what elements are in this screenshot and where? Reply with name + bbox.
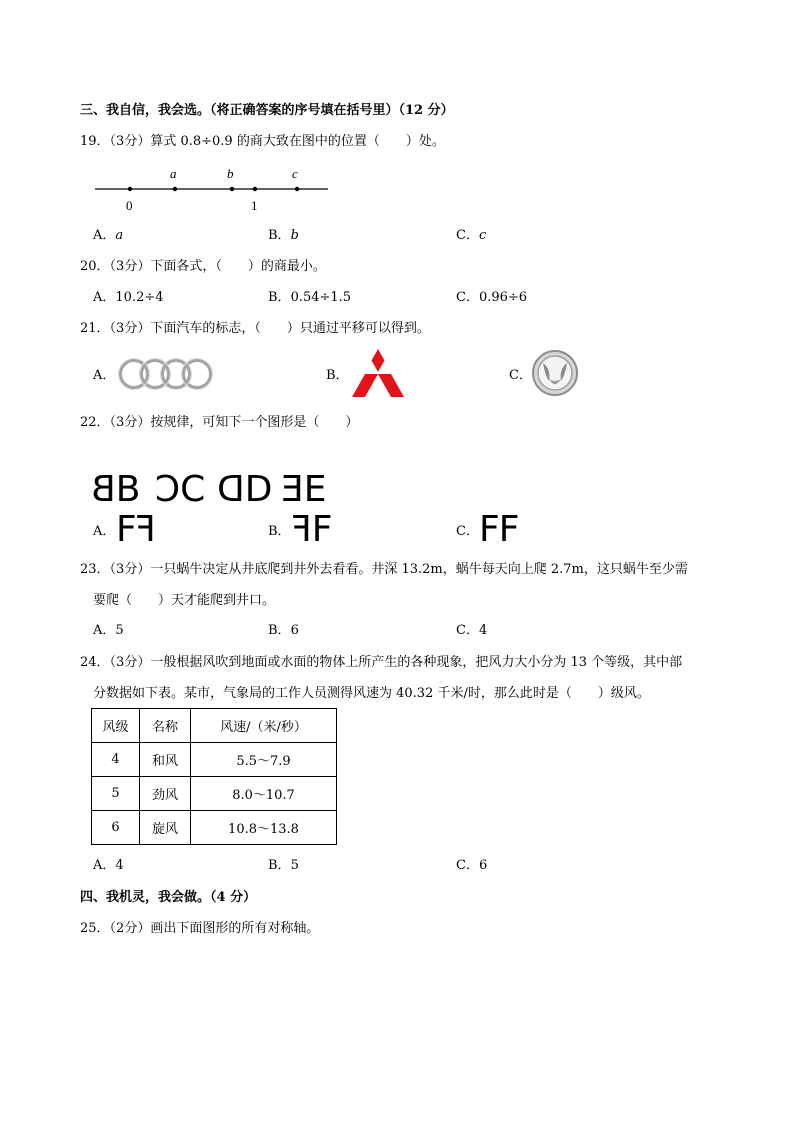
q21-option-c-label[interactable]: C．	[509, 368, 532, 383]
q22-option-b-figure[interactable]: FF	[292, 509, 332, 550]
table-cell: 4	[92, 743, 140, 777]
label-b: b	[227, 166, 234, 181]
q23-option-b[interactable]: B．6	[268, 623, 299, 638]
table-cell: 5	[92, 777, 140, 811]
number-line	[92, 162, 332, 214]
table-cell: 劲风	[140, 777, 191, 811]
question-25-text: 25．（2分）画出下面图形的所有对称轴。	[80, 921, 320, 936]
section-4-title: 四、我机灵，我会做。（4 分）	[80, 890, 257, 905]
q24-option-c[interactable]: C．6	[456, 858, 488, 873]
table-header-row	[92, 709, 337, 743]
q19-option-b[interactable]: B．b	[268, 228, 299, 243]
mitsubishi-logo[interactable]	[349, 349, 407, 399]
q21-option-a-label[interactable]: A．	[93, 368, 116, 383]
section-3-title: 三、我自信，我会选。（将正确答案的序号填在括号里）（12 分）	[80, 103, 454, 118]
label-zero: 0	[126, 198, 133, 213]
question-19-text: 19．（3分）算式 0.8÷0.9 的商大致在图中的位置（ ）处。	[80, 134, 445, 149]
table-cell: 和风	[140, 743, 191, 777]
pattern-item-2: CC	[156, 469, 205, 510]
point-one	[253, 187, 257, 191]
label-c: c	[292, 166, 298, 181]
question-20-text: 20．（3分）下面各式，（ ）的商最小。	[80, 259, 326, 274]
label-one: 1	[251, 198, 258, 213]
q20-option-b[interactable]: B．0.54÷1.5	[268, 290, 352, 305]
question-23-line-1: 23．（3分）一只蜗牛决定从井底爬到井外去看看。井深 13.2m，蜗牛每天向上爬 2.7m，这只蜗牛至少需	[80, 562, 688, 577]
question-24-line-1: 24．（3分）一般根据风吹到地面或水面的物体上所产生的各种现象，把风力大小分为 13 个等级，其中部	[80, 655, 683, 670]
q19-option-c[interactable]: C．c	[456, 228, 487, 243]
point-b	[230, 187, 234, 191]
q24-option-a[interactable]: A．4	[93, 858, 124, 873]
table-cell: 旋风	[140, 811, 191, 845]
label-a: a	[170, 166, 177, 181]
q21-option-b-label[interactable]: B．	[326, 368, 349, 383]
q22-option-a-label[interactable]: A．	[93, 524, 116, 539]
q19-option-a[interactable]: A．a	[93, 228, 124, 243]
question-22-text: 22．（3分）按规律，可知下一个图形是（ ）	[80, 415, 359, 430]
table-header-cell: 名称	[140, 709, 191, 743]
pattern-item-4: EE	[282, 469, 326, 510]
table-row	[92, 743, 337, 777]
pattern-item-3: DD	[218, 469, 272, 510]
q20-option-c[interactable]: C．0.96÷6	[456, 290, 528, 305]
question-21-text: 21．（3分）下面汽车的标志，（ ）只通过平移可以得到。	[80, 321, 430, 336]
point-zero	[128, 187, 132, 191]
dongfeng-logo[interactable]	[531, 349, 579, 397]
table-cell: 10.8～13.8	[191, 811, 337, 845]
point-a	[173, 187, 177, 191]
table-cell: 6	[92, 811, 140, 845]
table-row	[92, 777, 337, 811]
audi-rings-logo[interactable]	[118, 356, 214, 392]
q22-option-a-figure[interactable]: FF	[116, 509, 156, 550]
q23-option-a[interactable]: A．5	[93, 623, 124, 638]
q24-option-b[interactable]: B．5	[268, 858, 299, 873]
q22-option-c-figure[interactable]: FF	[479, 509, 519, 550]
table-cell: 8.0～10.7	[191, 777, 337, 811]
table-header-cell: 风级	[92, 709, 140, 743]
table-cell: 5.5～7.9	[191, 743, 337, 777]
table-row	[92, 811, 337, 845]
pattern-item-1: BB	[92, 469, 140, 510]
q22-option-b-label[interactable]: B．	[268, 524, 291, 539]
question-24-line-2: 分数据如下表。某市，气象局的工作人员测得风速为 40.32 千米/时，那么此时是（ ）级风。	[93, 686, 650, 701]
q20-option-a[interactable]: A．10.2÷4	[93, 290, 164, 305]
question-23-line-2: 要爬（ ）天才能爬到井口。	[93, 593, 276, 608]
table-header-cell: 风速/（米/秒）	[191, 709, 337, 743]
q23-option-c[interactable]: C．4	[456, 623, 488, 638]
wind-scale-table	[91, 708, 337, 845]
point-c	[295, 187, 299, 191]
q22-option-c-label[interactable]: C．	[456, 524, 479, 539]
